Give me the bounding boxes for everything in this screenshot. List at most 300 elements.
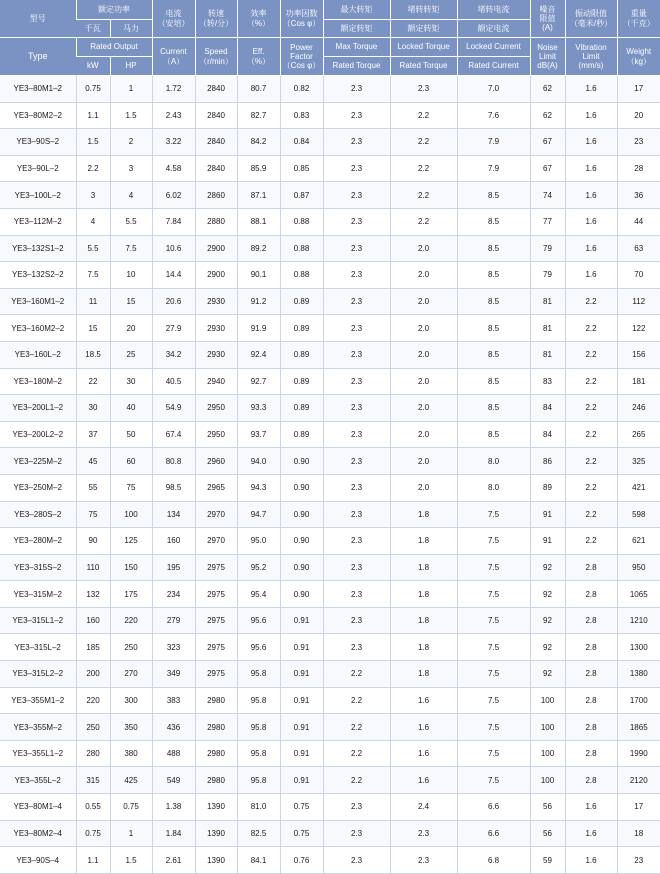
cell-max-torque: 2.3 xyxy=(323,341,390,368)
table-row xyxy=(0,395,660,422)
cell-weight: 70 xyxy=(617,262,660,289)
cell-noise: 100 xyxy=(530,687,565,714)
cell-current: 349 xyxy=(152,661,195,688)
cell-vibration: 1.6 xyxy=(565,794,617,821)
cell-type: YE3–250M–2 xyxy=(0,474,76,501)
cell-current: 2.43 xyxy=(152,102,195,129)
table-row xyxy=(0,847,660,874)
cell-vibration: 1.6 xyxy=(565,208,617,235)
cell-kw: 185 xyxy=(76,634,110,661)
table-body xyxy=(0,76,660,874)
cell-noise: 83 xyxy=(530,368,565,395)
cell-noise: 81 xyxy=(530,288,565,315)
cell-vibration: 2.2 xyxy=(565,288,617,315)
cell-locked-torque: 2.3 xyxy=(390,847,457,874)
cell-max-torque: 2.3 xyxy=(323,554,390,581)
cell-max-torque: 2.3 xyxy=(323,448,390,475)
cell-current: 98.5 xyxy=(152,474,195,501)
type-header-en: Type xyxy=(0,38,76,76)
cell-locked-torque: 2.0 xyxy=(390,341,457,368)
cell-type: YE3–160M2–2 xyxy=(0,315,76,342)
vib-header-cn: 振动限值 （毫米/秒） xyxy=(565,0,617,38)
cell-hp: 50 xyxy=(110,421,152,448)
cell-max-torque: 2.2 xyxy=(323,767,390,794)
cell-noise: 59 xyxy=(530,847,565,874)
cell-vibration: 1.6 xyxy=(565,102,617,129)
cell-vibration: 2.8 xyxy=(565,661,617,688)
kw-header-cn: 千瓦 xyxy=(76,20,110,38)
cell-current: 195 xyxy=(152,554,195,581)
cell-eff: 92.4 xyxy=(237,341,280,368)
cell-current: 54.9 xyxy=(152,395,195,422)
cell-power-factor: 0.83 xyxy=(280,102,323,129)
cell-hp: 5.5 xyxy=(110,208,152,235)
table-header xyxy=(0,0,660,76)
cell-eff: 95.8 xyxy=(237,661,280,688)
cell-current: 6.02 xyxy=(152,182,195,209)
table-row xyxy=(0,315,660,342)
cell-kw: 5.5 xyxy=(76,235,110,262)
cell-eff: 84.2 xyxy=(237,129,280,156)
table-row xyxy=(0,474,660,501)
table-row xyxy=(0,76,660,103)
table-row xyxy=(0,767,660,794)
table-row xyxy=(0,421,660,448)
cell-power-factor: 0.90 xyxy=(280,581,323,608)
cell-hp: 1.5 xyxy=(110,847,152,874)
cell-locked-current: 7.0 xyxy=(457,76,530,103)
cell-type: YE3–112M–2 xyxy=(0,208,76,235)
cell-power-factor: 0.90 xyxy=(280,554,323,581)
cell-vibration: 1.6 xyxy=(565,155,617,182)
lockedcurrent-header-en-bottom: Rated Current xyxy=(457,57,530,76)
table-row xyxy=(0,102,660,129)
cell-current: 1.38 xyxy=(152,794,195,821)
output-header-en: Rated Output xyxy=(76,38,152,57)
weight-header-cn: 重量 （千克） xyxy=(617,0,660,38)
cell-weight: 421 xyxy=(617,474,660,501)
maxtorque-header-en-bottom: Rated Torque xyxy=(323,57,390,76)
pf-header-en: Power Factor （Cos φ） xyxy=(280,38,323,76)
cell-type: YE3–90S–4 xyxy=(0,847,76,874)
cell-weight: 17 xyxy=(617,76,660,103)
cell-locked-torque: 1.6 xyxy=(390,714,457,741)
cell-power-factor: 0.90 xyxy=(280,528,323,555)
cell-power-factor: 0.89 xyxy=(280,395,323,422)
cell-weight: 2120 xyxy=(617,767,660,794)
cell-locked-current: 7.5 xyxy=(457,581,530,608)
cell-locked-current: 7.5 xyxy=(457,501,530,528)
table-row xyxy=(0,820,660,847)
cell-speed: 2900 xyxy=(195,262,237,289)
cell-noise: 89 xyxy=(530,474,565,501)
cell-hp: 380 xyxy=(110,740,152,767)
cell-vibration: 2.8 xyxy=(565,687,617,714)
cell-locked-torque: 2.0 xyxy=(390,288,457,315)
cell-kw: 0.55 xyxy=(76,794,110,821)
cell-type: YE3–90L–2 xyxy=(0,155,76,182)
cell-hp: 15 xyxy=(110,288,152,315)
cell-weight: 181 xyxy=(617,368,660,395)
cell-weight: 598 xyxy=(617,501,660,528)
cell-locked-torque: 2.2 xyxy=(390,102,457,129)
cell-speed: 2950 xyxy=(195,421,237,448)
cell-speed: 2980 xyxy=(195,687,237,714)
cell-locked-current: 8.5 xyxy=(457,395,530,422)
cell-power-factor: 0.91 xyxy=(280,634,323,661)
cell-vibration: 1.6 xyxy=(565,182,617,209)
cell-power-factor: 0.76 xyxy=(280,847,323,874)
hp-header-en: HP xyxy=(110,57,152,76)
cell-speed: 2980 xyxy=(195,767,237,794)
cell-weight: 1865 xyxy=(617,714,660,741)
table-row xyxy=(0,341,660,368)
cell-speed: 2970 xyxy=(195,501,237,528)
cell-noise: 81 xyxy=(530,315,565,342)
cell-noise: 67 xyxy=(530,129,565,156)
cell-type: YE3–80M2–2 xyxy=(0,102,76,129)
pf-header-cn: 功率因数 （Cos φ） xyxy=(280,0,323,38)
cell-max-torque: 2.3 xyxy=(323,528,390,555)
cell-kw: 160 xyxy=(76,607,110,634)
table-row xyxy=(0,554,660,581)
cell-locked-current: 7.5 xyxy=(457,554,530,581)
cell-current: 549 xyxy=(152,767,195,794)
cell-max-torque: 2.3 xyxy=(323,581,390,608)
cell-power-factor: 0.88 xyxy=(280,208,323,235)
cell-kw: 0.75 xyxy=(76,820,110,847)
table-row xyxy=(0,208,660,235)
table-row xyxy=(0,501,660,528)
cell-vibration: 1.6 xyxy=(565,129,617,156)
cell-weight: 36 xyxy=(617,182,660,209)
cell-locked-current: 7.9 xyxy=(457,155,530,182)
cell-max-torque: 2.3 xyxy=(323,155,390,182)
cell-max-torque: 2.3 xyxy=(323,315,390,342)
cell-weight: 1700 xyxy=(617,687,660,714)
cell-locked-torque: 1.8 xyxy=(390,661,457,688)
cell-speed: 2980 xyxy=(195,714,237,741)
cell-hp: 25 xyxy=(110,341,152,368)
cell-eff: 95.8 xyxy=(237,740,280,767)
cell-noise: 92 xyxy=(530,607,565,634)
cell-kw: 37 xyxy=(76,421,110,448)
cell-speed: 2960 xyxy=(195,448,237,475)
cell-type: YE3–355M1–2 xyxy=(0,687,76,714)
cell-noise: 86 xyxy=(530,448,565,475)
cell-type: YE3–355M–2 xyxy=(0,714,76,741)
cell-locked-torque: 1.6 xyxy=(390,740,457,767)
cell-hp: 10 xyxy=(110,262,152,289)
cell-locked-torque: 2.2 xyxy=(390,182,457,209)
cell-max-torque: 2.3 xyxy=(323,76,390,103)
cell-power-factor: 0.89 xyxy=(280,315,323,342)
cell-eff: 94.3 xyxy=(237,474,280,501)
cell-power-factor: 0.89 xyxy=(280,341,323,368)
cell-power-factor: 0.87 xyxy=(280,182,323,209)
cell-speed: 2980 xyxy=(195,740,237,767)
cell-max-torque: 2.2 xyxy=(323,714,390,741)
cell-kw: 3 xyxy=(76,182,110,209)
cell-weight: 265 xyxy=(617,421,660,448)
cell-type: YE3–80M1–2 xyxy=(0,76,76,103)
vib-header-en: Vibration Limit (mm/s) xyxy=(565,38,617,76)
cell-current: 134 xyxy=(152,501,195,528)
cell-power-factor: 0.91 xyxy=(280,740,323,767)
table-row xyxy=(0,661,660,688)
cell-max-torque: 2.3 xyxy=(323,208,390,235)
cell-current: 67.4 xyxy=(152,421,195,448)
cell-locked-current: 8.5 xyxy=(457,368,530,395)
cell-locked-current: 8.5 xyxy=(457,208,530,235)
cell-vibration: 2.8 xyxy=(565,581,617,608)
cell-hp: 0.75 xyxy=(110,794,152,821)
cell-speed: 2975 xyxy=(195,607,237,634)
cell-locked-current: 7.6 xyxy=(457,102,530,129)
cell-current: 234 xyxy=(152,581,195,608)
cell-max-torque: 2.3 xyxy=(323,501,390,528)
cell-noise: 100 xyxy=(530,714,565,741)
cell-type: YE3–200L2–2 xyxy=(0,421,76,448)
cell-speed: 2840 xyxy=(195,76,237,103)
table-row xyxy=(0,288,660,315)
cell-locked-torque: 2.0 xyxy=(390,262,457,289)
cell-eff: 87.1 xyxy=(237,182,280,209)
cell-max-torque: 2.3 xyxy=(323,368,390,395)
cell-vibration: 2.8 xyxy=(565,740,617,767)
cell-noise: 56 xyxy=(530,794,565,821)
cell-hp: 250 xyxy=(110,634,152,661)
cell-current: 383 xyxy=(152,687,195,714)
cell-max-torque: 2.3 xyxy=(323,634,390,661)
cell-locked-current: 7.5 xyxy=(457,607,530,634)
cell-current: 40.5 xyxy=(152,368,195,395)
cell-power-factor: 0.90 xyxy=(280,474,323,501)
cell-vibration: 2.8 xyxy=(565,714,617,741)
cell-current: 3.22 xyxy=(152,129,195,156)
cell-kw: 220 xyxy=(76,687,110,714)
cell-type: YE3–355L1–2 xyxy=(0,740,76,767)
cell-speed: 2840 xyxy=(195,155,237,182)
cell-power-factor: 0.91 xyxy=(280,607,323,634)
cell-eff: 91.9 xyxy=(237,315,280,342)
weight-header-en: Weight （kg） xyxy=(617,38,660,76)
cell-kw: 18.5 xyxy=(76,341,110,368)
table-row xyxy=(0,607,660,634)
cell-noise: 92 xyxy=(530,661,565,688)
cell-noise: 91 xyxy=(530,501,565,528)
cell-hp: 75 xyxy=(110,474,152,501)
cell-current: 7.84 xyxy=(152,208,195,235)
cell-vibration: 2.2 xyxy=(565,501,617,528)
kw-header-en: kW xyxy=(76,57,110,76)
cell-hp: 1 xyxy=(110,76,152,103)
cell-current: 10.6 xyxy=(152,235,195,262)
cell-speed: 2900 xyxy=(195,235,237,262)
cell-type: YE3–280S–2 xyxy=(0,501,76,528)
cell-type: YE3–280M–2 xyxy=(0,528,76,555)
cell-locked-torque: 1.8 xyxy=(390,607,457,634)
cell-speed: 2950 xyxy=(195,395,237,422)
cell-current: 1.72 xyxy=(152,76,195,103)
cell-weight: 23 xyxy=(617,847,660,874)
cell-kw: 1.5 xyxy=(76,129,110,156)
cell-weight: 1380 xyxy=(617,661,660,688)
cell-eff: 95.0 xyxy=(237,528,280,555)
cell-vibration: 2.2 xyxy=(565,528,617,555)
cell-kw: 250 xyxy=(76,714,110,741)
cell-eff: 95.8 xyxy=(237,687,280,714)
cell-vibration: 2.2 xyxy=(565,315,617,342)
cell-kw: 11 xyxy=(76,288,110,315)
cell-type: YE3–80M2–4 xyxy=(0,820,76,847)
cell-eff: 82.7 xyxy=(237,102,280,129)
cell-speed: 2840 xyxy=(195,102,237,129)
cell-weight: 63 xyxy=(617,235,660,262)
cell-speed: 1390 xyxy=(195,820,237,847)
lockedcurrent-header-cn-top: 堵转电流 xyxy=(457,0,530,20)
cell-max-torque: 2.3 xyxy=(323,288,390,315)
cell-type: YE3–132S1–2 xyxy=(0,235,76,262)
cell-speed: 2975 xyxy=(195,661,237,688)
lockedtorque-header-cn-bottom: 额定转矩 xyxy=(390,20,457,38)
cell-kw: 15 xyxy=(76,315,110,342)
table-row xyxy=(0,129,660,156)
cell-max-torque: 2.3 xyxy=(323,129,390,156)
maxtorque-header-cn-top: 最大转矩 xyxy=(323,0,390,20)
cell-noise: 77 xyxy=(530,208,565,235)
cell-locked-current: 8.0 xyxy=(457,474,530,501)
cell-type: YE3–160L–2 xyxy=(0,341,76,368)
cell-noise: 79 xyxy=(530,235,565,262)
cell-locked-torque: 1.6 xyxy=(390,687,457,714)
cell-weight: 18 xyxy=(617,820,660,847)
cell-locked-current: 6.6 xyxy=(457,794,530,821)
cell-locked-current: 7.5 xyxy=(457,634,530,661)
cell-locked-torque: 1.8 xyxy=(390,501,457,528)
cell-power-factor: 0.89 xyxy=(280,368,323,395)
cell-speed: 2930 xyxy=(195,341,237,368)
cell-vibration: 2.2 xyxy=(565,395,617,422)
cell-type: YE3–90S–2 xyxy=(0,129,76,156)
cell-hp: 3 xyxy=(110,155,152,182)
cell-hp: 270 xyxy=(110,661,152,688)
lockedcurrent-header-cn-bottom: 额定电流 xyxy=(457,20,530,38)
table-row xyxy=(0,740,660,767)
cell-eff: 94.0 xyxy=(237,448,280,475)
cell-locked-torque: 1.8 xyxy=(390,528,457,555)
cell-eff: 95.6 xyxy=(237,607,280,634)
cell-hp: 1.5 xyxy=(110,102,152,129)
cell-weight: 1990 xyxy=(617,740,660,767)
cell-current: 34.2 xyxy=(152,341,195,368)
cell-hp: 220 xyxy=(110,607,152,634)
cell-eff: 80.7 xyxy=(237,76,280,103)
cell-noise: 92 xyxy=(530,554,565,581)
table-row xyxy=(0,714,660,741)
cell-noise: 92 xyxy=(530,581,565,608)
cell-weight: 1210 xyxy=(617,607,660,634)
cell-eff: 85.9 xyxy=(237,155,280,182)
cell-max-torque: 2.3 xyxy=(323,474,390,501)
cell-hp: 300 xyxy=(110,687,152,714)
cell-locked-torque: 2.3 xyxy=(390,820,457,847)
cell-kw: 22 xyxy=(76,368,110,395)
cell-hp: 4 xyxy=(110,182,152,209)
cell-hp: 175 xyxy=(110,581,152,608)
speed-header-cn: 转速 （转/分） xyxy=(195,0,237,38)
cell-hp: 100 xyxy=(110,501,152,528)
cell-current: 436 xyxy=(152,714,195,741)
cell-kw: 1.1 xyxy=(76,102,110,129)
cell-kw: 1.1 xyxy=(76,847,110,874)
cell-kw: 315 xyxy=(76,767,110,794)
cell-noise: 91 xyxy=(530,528,565,555)
cell-speed: 2930 xyxy=(195,315,237,342)
cell-vibration: 1.6 xyxy=(565,76,617,103)
cell-weight: 20 xyxy=(617,102,660,129)
cell-locked-torque: 1.8 xyxy=(390,634,457,661)
cell-locked-current: 6.6 xyxy=(457,820,530,847)
cell-locked-current: 6.8 xyxy=(457,847,530,874)
cell-vibration: 2.8 xyxy=(565,767,617,794)
cell-noise: 56 xyxy=(530,820,565,847)
cell-locked-current: 8.5 xyxy=(457,341,530,368)
cell-max-torque: 2.3 xyxy=(323,607,390,634)
cell-weight: 1300 xyxy=(617,634,660,661)
cell-hp: 20 xyxy=(110,315,152,342)
cell-noise: 100 xyxy=(530,767,565,794)
cell-type: YE3–180M–2 xyxy=(0,368,76,395)
cell-max-torque: 2.3 xyxy=(323,395,390,422)
cell-type: YE3–225M–2 xyxy=(0,448,76,475)
cell-vibration: 2.8 xyxy=(565,634,617,661)
cell-power-factor: 0.75 xyxy=(280,820,323,847)
cell-eff: 91.2 xyxy=(237,288,280,315)
cell-weight: 1065 xyxy=(617,581,660,608)
eff-header-en: Eff. （%） xyxy=(237,38,280,76)
table-row xyxy=(0,528,660,555)
cell-power-factor: 0.90 xyxy=(280,501,323,528)
cell-locked-torque: 2.0 xyxy=(390,395,457,422)
cell-power-factor: 0.91 xyxy=(280,767,323,794)
cell-max-torque: 2.2 xyxy=(323,661,390,688)
noise-header-en: Noise Limit dB(A) xyxy=(530,38,565,76)
cell-type: YE3–315M–2 xyxy=(0,581,76,608)
cell-speed: 2975 xyxy=(195,581,237,608)
cell-eff: 94.7 xyxy=(237,501,280,528)
cell-locked-current: 7.5 xyxy=(457,687,530,714)
cell-current: 2.61 xyxy=(152,847,195,874)
cell-max-torque: 2.2 xyxy=(323,740,390,767)
table-row xyxy=(0,235,660,262)
cell-weight: 23 xyxy=(617,129,660,156)
cell-current: 323 xyxy=(152,634,195,661)
cell-vibration: 2.2 xyxy=(565,448,617,475)
maxtorque-header-en-top: Max Torque xyxy=(323,38,390,57)
cell-eff: 95.6 xyxy=(237,634,280,661)
cell-kw: 75 xyxy=(76,501,110,528)
cell-vibration: 2.2 xyxy=(565,474,617,501)
cell-max-torque: 2.3 xyxy=(323,102,390,129)
cell-eff: 95.8 xyxy=(237,714,280,741)
cell-type: YE3–315S–2 xyxy=(0,554,76,581)
cell-weight: 28 xyxy=(617,155,660,182)
cell-eff: 90.1 xyxy=(237,262,280,289)
cell-power-factor: 0.89 xyxy=(280,421,323,448)
cell-max-torque: 2.3 xyxy=(323,820,390,847)
cell-vibration: 1.6 xyxy=(565,235,617,262)
